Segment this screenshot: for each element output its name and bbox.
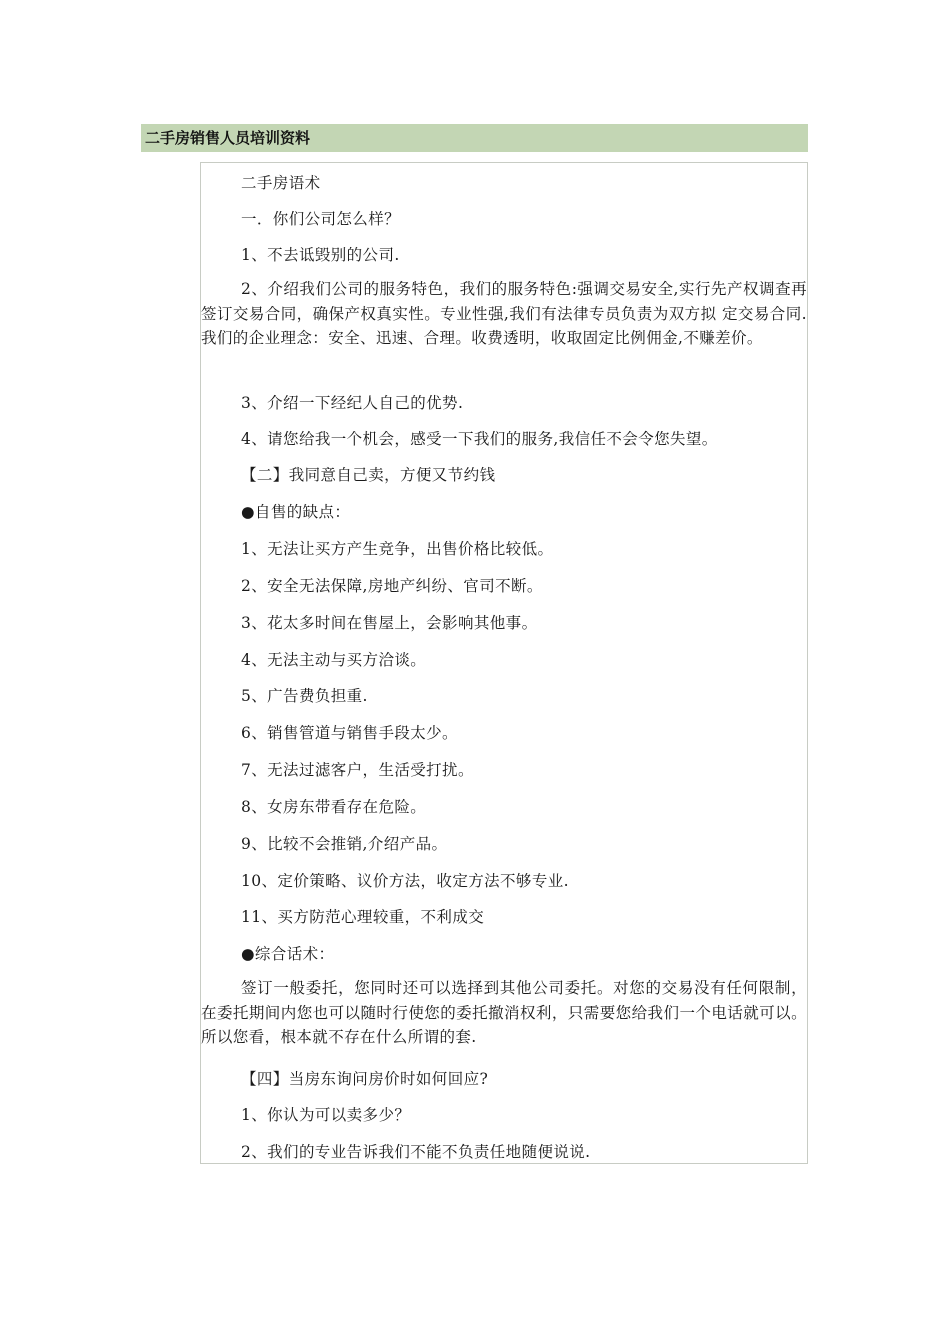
script-paragraph: 签订一般委托，您同时还可以选择到其他公司委托。对您的交易没有任何限制， 在委托期间内您也可以随时行使您的委托撤消权利，只需要您给我们一个电话就可以。所以您看，根本就不存在什么所谓的套. [201, 979, 807, 1046]
list-item: 3、花太多时间在售屋上，会影响其他事。 [241, 614, 538, 632]
list-item: 1、你认为可以卖多少？ [241, 1106, 411, 1124]
list-item: 6、销售管道与销售手段太少。 [241, 724, 458, 742]
list-item: 4、请您给我一个机会，感受一下我们的服务,我信任不会令您失望。 [241, 430, 718, 448]
list-item: 5、广告费负担重. [241, 687, 368, 705]
list-item: 1、不去诋毁别的公司. [241, 246, 400, 264]
question-heading: 一．你们公司怎么样？ [241, 210, 401, 228]
list-item: 11、买方防范心理较重，不利成交 [241, 908, 485, 926]
section-heading: 【四】当房东询问房价时如何回应? [241, 1070, 489, 1088]
section-heading: 【二】我同意自己卖，方便又节约钱 [241, 466, 496, 484]
list-item: 7、无法过滤客户，生活受打扰。 [241, 761, 474, 779]
list-item: 9、比较不会推销,介绍产品。 [241, 835, 448, 853]
list-item: 1、无法让买方产生竞争，出售价格比较低。 [241, 540, 554, 558]
list-item: 8、女房东带看存在危险。 [241, 798, 427, 816]
bullet-heading: ●自售的缺点： [241, 503, 351, 521]
list-item-paragraph: 2、介绍我们公司的服务特色，我们的服务特色:强调交易安全,实行先产权调查再签订交易合同，确保产权真实性。专业性强,我们有法律专员负责为双方拟 定交易合同.我们的企业理念：安全、迅速、合理。收费透明，收取固定比例佣金,不赚差价。 [201, 280, 807, 347]
list-item: 2、安全无法保障,房地产纠纷、官司不断。 [241, 577, 543, 595]
list-item: 10、定价策略、议价方法，收定方法不够专业. [241, 872, 569, 890]
bullet-heading: ●综合话术： [241, 945, 335, 963]
list-item: 3、介绍一下经纪人自己的优势. [241, 394, 464, 412]
list-item: 2、我们的专业告诉我们不能不负责任地随便说说. [241, 1143, 591, 1161]
document-title: 二手房销售人员培训资料 [141, 124, 808, 152]
list-item: 4、无法主动与买方洽谈。 [241, 651, 427, 669]
content-table-cell [200, 162, 808, 1164]
section-heading: 二手房语术 [241, 174, 321, 192]
